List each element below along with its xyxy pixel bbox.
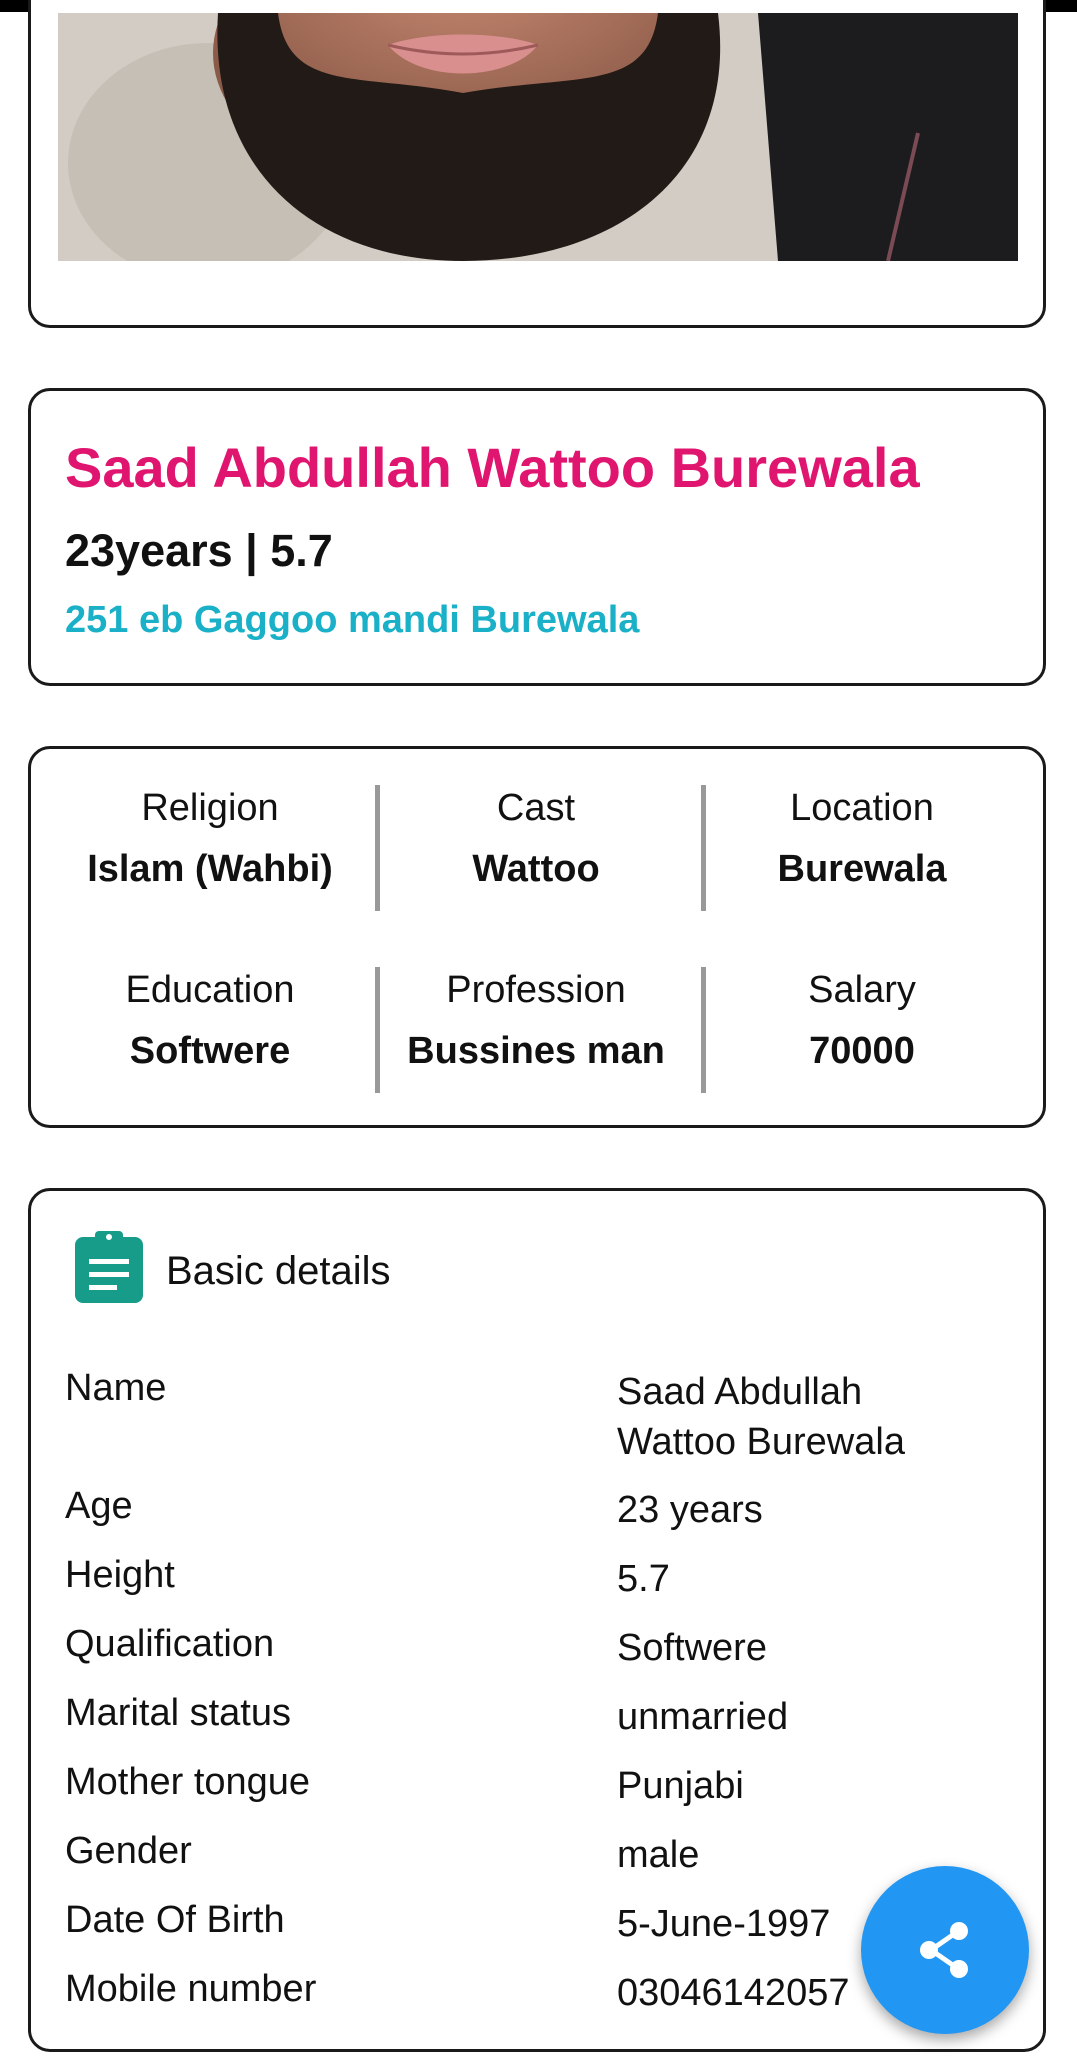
summary-education [55,969,365,1073]
detail-key: Name [65,1367,167,1409]
summary-label: Cast [496,787,576,829]
summary-value: Wattoo [472,848,600,890]
detail-key: Date Of Birth [65,1899,285,1941]
summary-label: Religion [141,787,279,829]
profile-header-card [28,388,1046,686]
summary-religion [55,787,365,891]
profile-name: Saad Abdullah Wattoo Burewala [65,436,920,499]
detail-value: male [617,1834,700,1876]
profile-photo[interactable] [58,13,1018,261]
column-divider [375,785,380,911]
detail-value: Punjabi [617,1765,744,1807]
address: 251 eb Gaggoo mandi Burewala [65,599,640,641]
profile-photo-card [28,0,1046,328]
column-divider [701,785,706,911]
summary-value: Burewala [777,848,947,890]
summary-value: Islam (Wahbi) [87,848,333,890]
detail-key: Marital status [65,1692,291,1734]
detail-key: Height [65,1554,175,1596]
summary-value: 70000 [809,1030,915,1072]
detail-value: Saad Abdullah Wattoo Burewala [617,1371,905,1463]
summary-salary [707,969,1017,1073]
section-title: Basic details [166,1249,391,1293]
summary-label: Salary [808,969,916,1011]
share-button[interactable] [861,1866,1029,2034]
age-height: 23years | 5.7 [65,525,333,576]
summary-grid-card [28,746,1046,1128]
share-icon [913,1918,977,1982]
summary-label: Location [790,787,934,829]
summary-label: Education [125,969,295,1011]
detail-key: Mobile number [65,1968,317,2010]
detail-value: 03046142057 [617,1972,850,2014]
detail-value: unmarried [617,1696,789,1738]
summary-location [707,787,1017,891]
summary-value: Softwere [129,1030,291,1072]
column-divider [701,967,706,1093]
detail-value: 5.7 [617,1558,670,1600]
detail-value: Softwere [617,1627,767,1669]
summary-label: Profession [446,969,626,1011]
detail-key: Age [65,1485,133,1527]
summary-profession [381,969,691,1073]
detail-value: 5-June-1997 [617,1903,831,1945]
detail-key: Qualification [65,1623,275,1665]
summary-cast [381,787,691,891]
clipboard-icon [73,1229,145,1305]
column-divider [375,967,380,1093]
summary-value: Bussines man [407,1030,665,1072]
detail-key: Mother tongue [65,1761,311,1803]
detail-key: Gender [65,1830,192,1872]
detail-value: 23 years [617,1489,763,1531]
